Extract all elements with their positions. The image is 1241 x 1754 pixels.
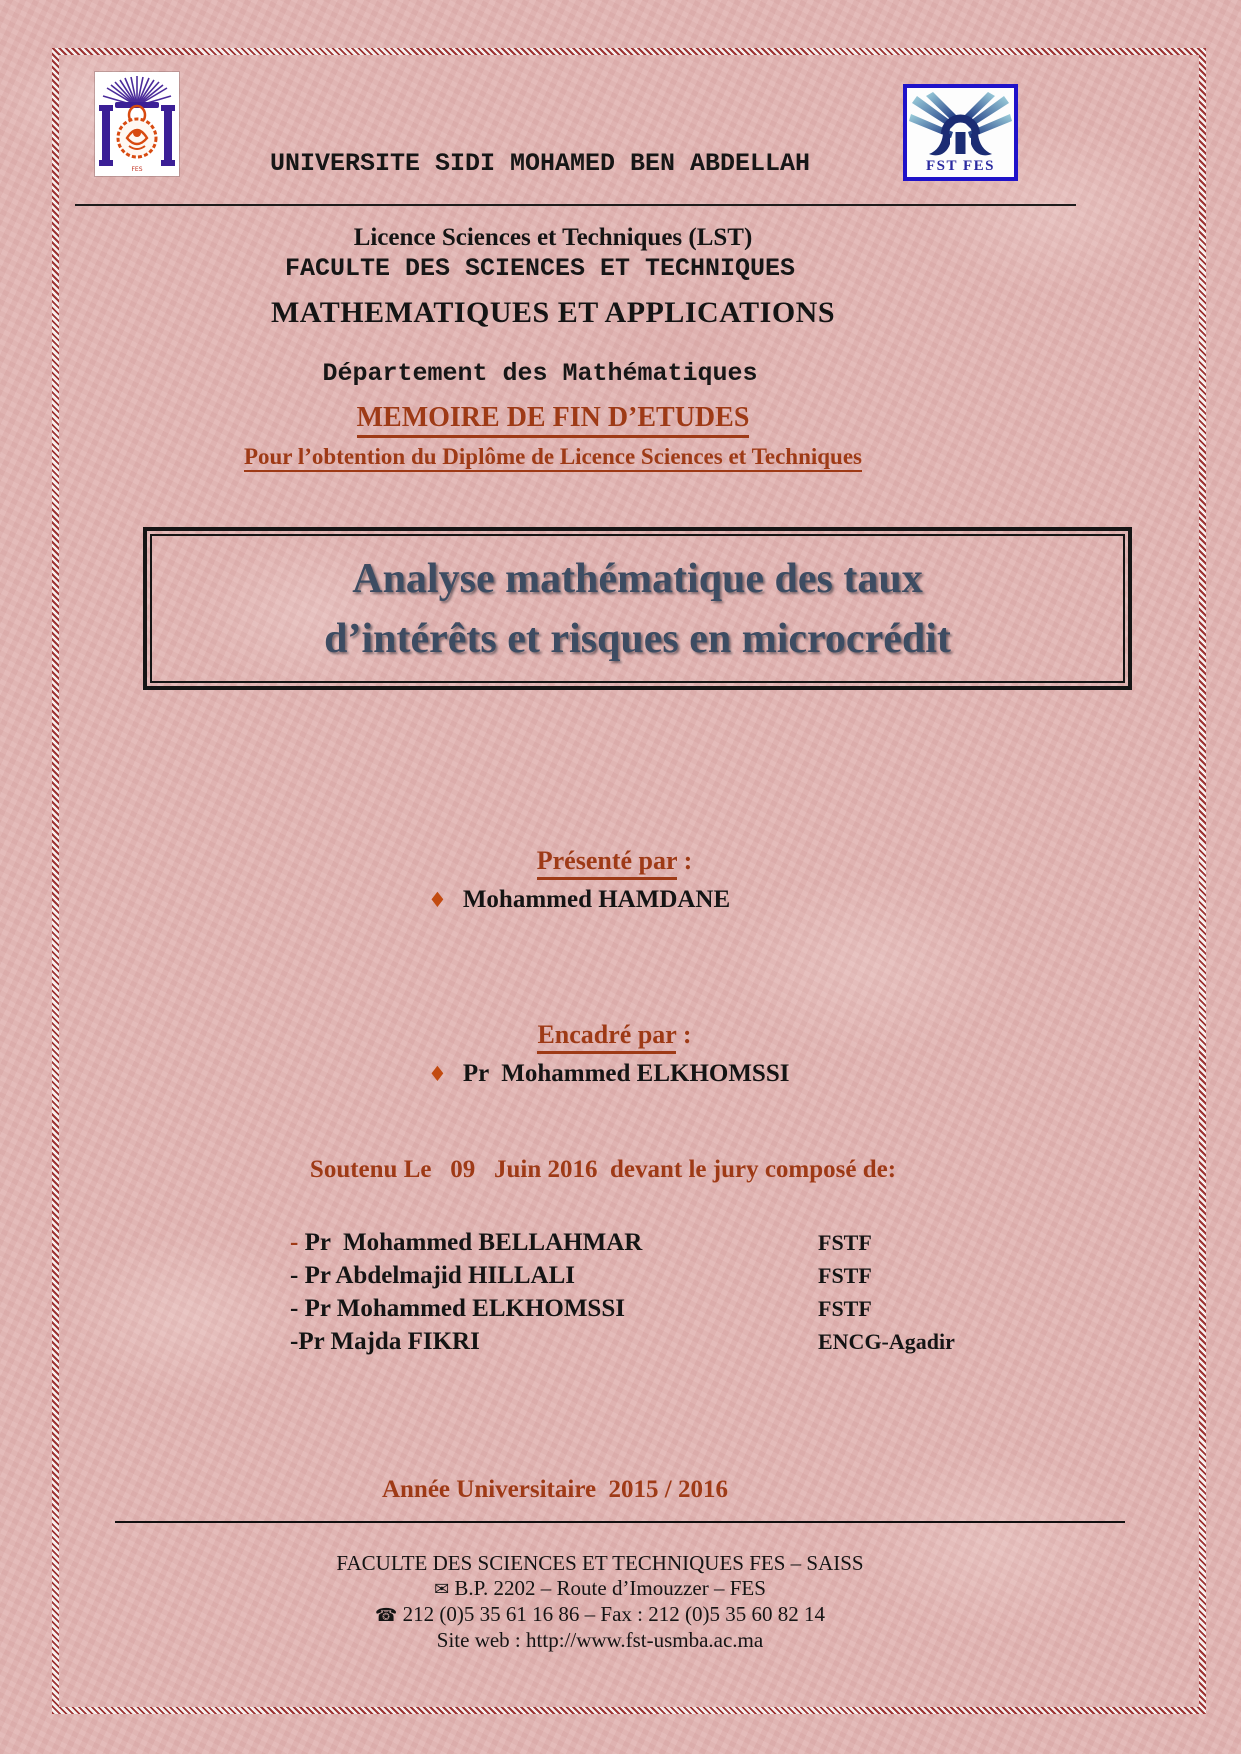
presented-by-heading <box>108 816 1108 876</box>
fst-fes-caption: FST FES <box>926 158 995 174</box>
footer-phone-text: 212 (0)5 35 61 16 86 – Fax : 212 (0)5 35 60 82 14 <box>402 1602 825 1626</box>
footer-block <box>100 1551 1100 1653</box>
presented-by-colon: : <box>677 846 693 875</box>
jury-member-affiliation: FSTF <box>818 1296 872 1321</box>
fst-fes-logo-icon <box>907 88 1014 177</box>
jury-row <box>290 1259 1050 1292</box>
presented-by-label: Présenté par <box>537 846 677 880</box>
supervised-by-label: Encadré par <box>537 1020 676 1054</box>
university-crest-logo <box>95 72 179 176</box>
fst-fes-logo <box>903 84 1018 181</box>
thesis-title-line1: Analyse mathématique des taux <box>352 555 923 602</box>
jury-dash: - <box>290 1262 305 1289</box>
footer-address-line <box>100 1576 1100 1602</box>
jury-member-affiliation: FSTF <box>818 1263 872 1288</box>
memoire-heading-text: MEMOIRE DE FIN D’ETUDES <box>357 402 750 438</box>
faculty-name: FACULTE DES SCIENCES ET TECHNIQUES <box>284 254 796 283</box>
supervisor-name: Pr Mohammed ELKHOMSSI <box>462 1060 790 1087</box>
envelope-icon: ✉ <box>434 1579 450 1600</box>
academic-year: Année Universitaire 2015 / 2016 <box>381 1476 729 1503</box>
defense-intro: Soutenu Le 09 Juin 2016 devant le jury composé de: <box>309 1156 897 1183</box>
footer-phone-line <box>100 1602 1100 1628</box>
jury-row <box>290 1325 1050 1358</box>
memoire-subheading <box>0 444 1106 470</box>
jury-member-affiliation: ENCG-Agadir <box>818 1329 955 1354</box>
supervisor-line <box>428 1060 789 1088</box>
thesis-title-box <box>143 527 1132 690</box>
diamond-bullet-icon: ♦ <box>428 1062 447 1086</box>
diamond-bullet-icon: ♦ <box>428 888 447 912</box>
department-name: Département des Mathématiques <box>322 359 758 388</box>
memoire-subheading-text: Pour l’obtention du Diplôme de Licence Sciences et Techniques <box>244 444 862 472</box>
supervised-by-colon: : <box>676 1020 692 1049</box>
jury-row <box>290 1226 1050 1259</box>
jury-dash: - <box>290 1295 305 1322</box>
supervised-by-heading <box>108 990 1108 1050</box>
memoire-heading <box>0 402 1106 434</box>
svg-text:FES: FES <box>131 166 143 173</box>
footer-website-line: Site web : http://www.fst-usmba.ac.ma <box>436 1628 764 1652</box>
author-line <box>428 886 730 914</box>
thesis-title <box>152 536 1123 681</box>
jury-list <box>290 1226 1050 1358</box>
jury-dash: - <box>290 1229 305 1256</box>
header-separator-line <box>75 204 1076 206</box>
footer-address-text: B.P. 2202 – Route d’Imouzzer – FES <box>454 1576 766 1600</box>
jury-dash: - <box>290 1328 299 1355</box>
author-name: Mohammed HAMDANE <box>462 886 731 913</box>
jury-row <box>290 1292 1050 1325</box>
jury-member-name: Pr Abdelmajid HILLALI <box>304 1262 576 1289</box>
degree-line: Licence Sciences et Techniques (LST) <box>353 224 753 251</box>
footer-faculty-line: FACULTE DES SCIENCES ET TECHNIQUES FES – SAISS <box>336 1551 864 1575</box>
jury-member-name: Pr Mohammed ELKHOMSSI <box>304 1295 625 1322</box>
jury-member-name: Pr Mohammed BELLAHMAR <box>304 1229 643 1256</box>
phone-icon: ☎ <box>375 1605 398 1626</box>
thesis-title-inner-border <box>150 534 1125 683</box>
thesis-title-line2: d’intérêts et risques en microcrédit <box>324 615 951 662</box>
university-name: UNIVERSITE SIDI MOHAMED BEN ABDELLAH <box>269 149 811 178</box>
specialty-title: MATHEMATIQUES ET APPLICATIONS <box>270 296 836 329</box>
footer-separator-line <box>115 1521 1125 1523</box>
jury-member-affiliation: FSTF <box>818 1230 872 1255</box>
jury-member-name: Pr Majda FIKRI <box>298 1328 480 1355</box>
university-crest-icon <box>95 72 179 176</box>
